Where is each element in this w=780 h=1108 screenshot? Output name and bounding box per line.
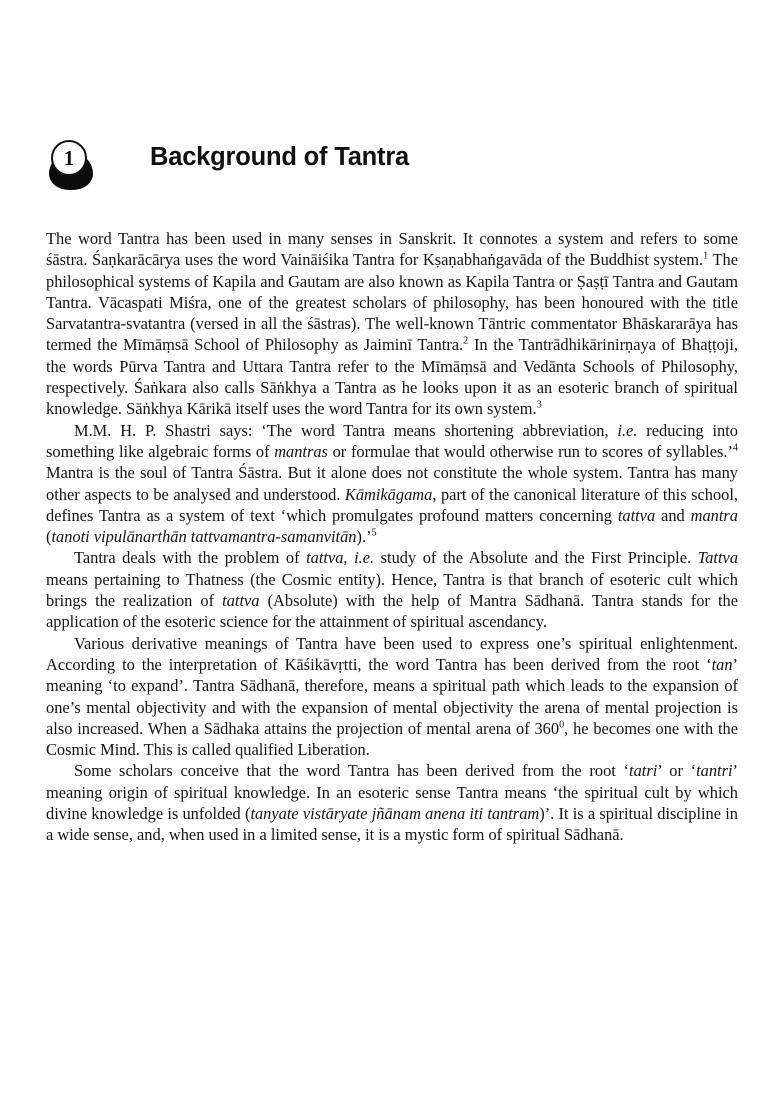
chapter-heading	[46, 136, 738, 196]
paragraph: M.M. H. P. Shastri says: ‘The word Tantra means shortening abbreviation, i.e. reducing into something like algebraic forms of mantras or formulae that would otherwise run to scores of syllables.’$^4$ Mantra is the soul of Tantra Śāstra. But it alone does not constitute the whole system. Tantra has many other aspects to be analysed and understood. Kāmikāgama, part of the canonical literature of this school, defines Tantra as a system of text ‘which promulgates profound matters concerning tattva and mantra (tanoti vipulānarthān tattvamantra-samanvitān).’$^5$	[46, 420, 738, 547]
body-text	[46, 228, 738, 846]
paragraph: Tantra deals with the problem of tattva, i.e. study of the Absolute and the First Principle. Tattva means pertaining to Thatness (the Cosmic entity). Hence, Tantra is that branch of esoteric cult which brings the realization of tattva (Absolute) with the help of Mantra Sādhanā. Tantra stands for the application of the esoteric science for the attainment of spiritual ascendancy.	[46, 548, 739, 632]
paragraph: The word Tantra has been used in many senses in Sanskrit. It connotes a system and refers to some śāstra. Śaṇkarācārya uses the word Vaināiśika Tantra for Kṣaṇabhaṅgavāda of the Buddhist system.$^1$ The philosophical systems of Kapila and Gautam are also known as Kapila Tantra or Ṣaṣṭī Tantra and Gautam Tantra. Vācaspati Miśra, one of the greatest scholars of philosophy, has been honoured with the title Sarvatantra-svatantra (versed in all the śāstras). The well-known Tāntric commentator Bhāskararāya has termed the Mīmāṃsā School of Philosophy as Jaiminī Tantra.$^2$ In the Tantrādhikārinirṇaya of Bhaṭṭoji, the words Pūrva Tantra and Uttara Tantra refer to the Mīmāṃsā and Vedānta Schools of Philosophy, respectively. Śaṅkara also calls Sāṅkhya a Tantra as he looks upon it as an esoteric branch of spiritual knowledge. Sāṅkhya Kārikā itself uses the word Tantra for its own system.$^3$	[46, 229, 738, 419]
paragraph: Various derivative meanings of Tantra have been used to express one’s spiritual enlightenment. According to the interpretation of Kāśikāvṛtti, the word Tantra has been derived from the root ‘tan’ meaning ‘to expand’. Tantra Sādhanā, therefore, means a spiritual path which leads to the expansion of one’s mental objectivity and with the expansion of mental objectivity the arena of mental projection is also increased. When a Sādhaka attains the projection of mental arena of $360^0$, he becomes one with the Cosmic Mind. This is called qualified Liberation.	[46, 633, 738, 760]
paragraph: Some scholars conceive that the word Tantra has been derived from the root ‘tatri’ or ‘tantri’ meaning origin of spiritual knowledge. In an esoteric sense Tantra means ‘the spiritual cult by which divine knowledge is unfolded (tanyate vistāryate jñānam anena iti tantram)’. It is a spiritual discipline in a wide sense, and, when used in a limited sense, it is a mystic form of spiritual Sādhanā.	[46, 761, 738, 845]
page-title: Background of Tantra	[150, 143, 410, 171]
chapter-number: 1	[63, 145, 75, 170]
chapter-number-badge	[46, 136, 100, 192]
